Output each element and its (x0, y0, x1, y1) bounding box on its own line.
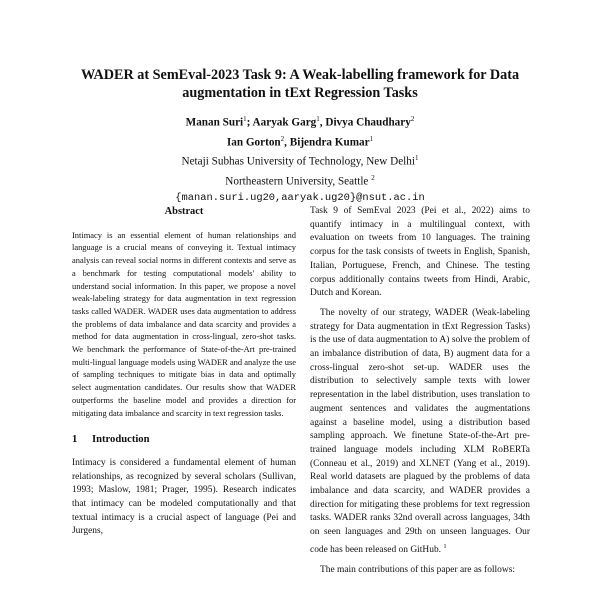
author-email: {manan.suri.ug20,aaryak.ug20}@nsut.ac.in (175, 191, 425, 204)
author-divya-chaudhary: , Divya Chaudhary (319, 116, 411, 129)
footnote-mark: 1 (443, 542, 447, 550)
author-affil-mark: 1 (369, 134, 374, 143)
affiliation-2-text: Northeastern University, Seattle (225, 175, 369, 188)
author-ian-gorton: Ian Gorton (226, 136, 281, 149)
right-paragraph-1: Task 9 of SemEval 2023 (Pei et al., 2022) aims to quantify intimacy in a multilingual context, with evaluation on tweets from 10 languages. The training corpus for the task consists of tweets in English, Spanish, Italian, Portuguese, French, and Chinese. The testing corpus additionally contains tweets from Hindi, Arabic, Dutch and Korean. (310, 206, 530, 299)
right-column (310, 205, 530, 577)
author-block (60, 111, 540, 206)
author-line-2 (60, 131, 540, 151)
author-line-1 (60, 111, 540, 131)
affiliation-1-text: Netaji Subhas University of Technology, New Delhi (181, 156, 415, 169)
affiliation-1 (60, 150, 540, 170)
section-title: Introduction (92, 434, 150, 446)
affiliation-2 (60, 170, 540, 190)
affiliation-2-mark: 2 (371, 174, 375, 183)
author-affil-mark: 1 (243, 115, 247, 123)
author-affil-mark: 2 (410, 115, 415, 123)
author-affil-mark: 1 (316, 115, 320, 123)
abstract-text: Intimacy is an essential element of human relationships and language is a crucial means of conveying it. Textual intimacy analysis can reveal social norms in different contexts and serve as a benchmark for testing computational models' ability to understand social information. In this paper, we propose a novel weak-labeling strategy for data augmentation in text regression tasks called WADER. WADER uses data augmentation to address the problems of data imbalance and data scarcity and provides a method for data augmentation in cross-lingual, zero-shot tasks. We benchmark the performance of State-of-the-Art pre-trained multi-lingual language models using WADER and analyze the use of sampling techniques to mitigate bias in data and optimally select augmentation candidates. Our results show that WADER outperforms the baseline model and provides a direction for mitigating data imbalance and scarcity in text regression tasks. (72, 229, 296, 418)
right-paragraph-3: The main contributions of this paper are as follows: (320, 564, 515, 575)
intro-paragraph: Intimacy is considered a fundamental element of human relationships, as recognized by several scholars (Sullivan, 1993; Maslow, 1981; Prager, 1995). Research indicates that intimacy can be modeled computationally and that textual intimacy is a crucial aspect of language (Pei and Jurgens, (72, 457, 296, 537)
section-heading-introduction (72, 433, 296, 447)
author-affil-mark: 2 (280, 134, 285, 143)
section-number: 1 (72, 434, 78, 446)
affiliation-1-mark: 1 (415, 154, 419, 163)
abstract-heading: Abstract (164, 206, 204, 217)
right-paragraph-2 (310, 307, 530, 558)
author-bijendra-kumar: , Bijendra Kumar (284, 136, 370, 149)
author-aaryak-garg: ; Aaryak Garg (246, 116, 317, 129)
author-manan-suri: Manan Suri (185, 116, 244, 129)
right-paragraph-2-text: The novelty of our strategy, WADER (Weak-labeling strategy for Data augmentation in tExt Regression Tasks) is the use of data augmentation to A) solve the problem of an imbalance distribution of data, B) augment data for a cross-lingual zero-shot set-up. WADER uses the distribution to selectively sample texts with lower representation in the label distribution, uses translation to augment sentences and validates the augmentations against a baseline model, using a distribution based sampling approach. We finetune State-of-the-Art pre-trained language models including XLM RoBERTa (Conneau et al., 2019) and XLNET (Yang et al., 2019). Real world datasets are plagued by the problems of data imbalance and data scarcity, and WADER provides a direction for mitigating these problems for text regression tasks. WADER ranks 32nd overall across languages, 34th on seen languages and 29th on unseen languages. Our code has been released on GitHub. (310, 307, 530, 556)
left-column (72, 205, 296, 539)
paper-title: WADER at SemEval-2023 Task 9: A Weak-labelling framework for Data augmentation in tExt Regression Tasks (80, 67, 520, 101)
